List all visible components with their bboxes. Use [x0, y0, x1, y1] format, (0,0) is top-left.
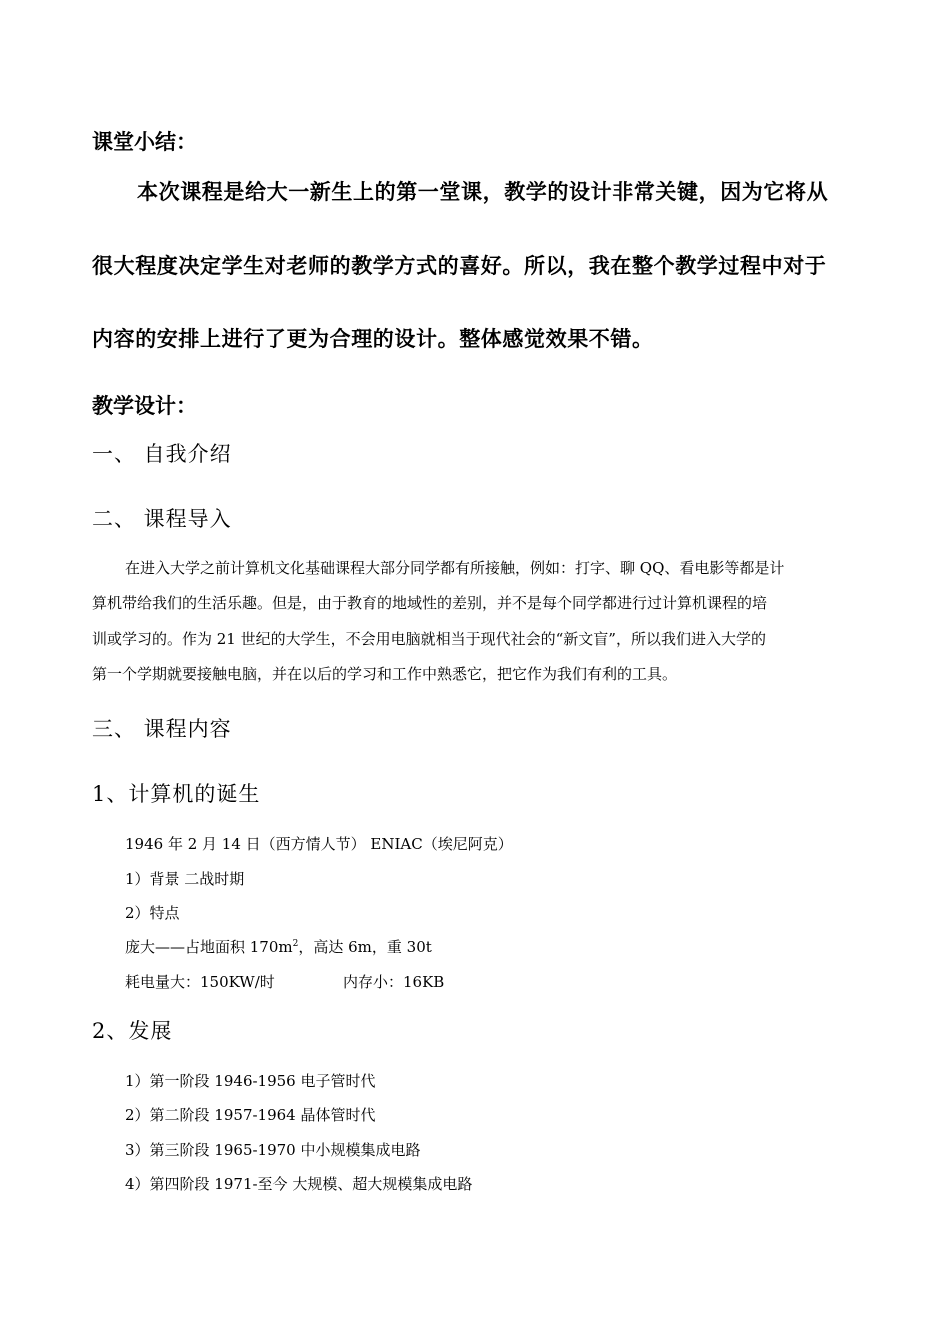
stage-item-3: 3）第三阶段 1965-1970 中小规模集成电路 — [125, 1141, 421, 1159]
summary-line-2: 很大程度决定学生对老师的教学方式的喜好。所以，我在整个教学过程中对于 — [92, 253, 827, 278]
summary-line-1: 本次课程是给大一新生上的第一堂课，教学的设计非常关键，因为它将从 — [137, 179, 829, 204]
memory-line: 内存小：16KB — [343, 973, 445, 991]
summary-line-3: 内容的安排上进行了更为合理的设计。整体感觉效果不错。 — [92, 326, 654, 351]
stage-item-4: 4）第四阶段 1971-至今 大规模、超大规模集成电路 — [125, 1175, 473, 1193]
development-heading: 2、发展 — [92, 1019, 173, 1043]
birth-heading: 1、计算机的诞生 — [92, 782, 261, 806]
summary-heading: 课堂小结： — [92, 130, 197, 154]
eniac-date-line: 1946 年 2 月 14 日（西方情人节） ENIAC（埃尼阿克） — [125, 835, 513, 853]
size-line — [125, 936, 432, 957]
size-text-rest: ，高达 6m，重 30t — [298, 938, 432, 956]
section-course-content: 三、 课程内容 — [92, 717, 232, 741]
features-line: 2）特点 — [125, 904, 180, 922]
power-line: 耗电量大：150KW/时 — [125, 973, 275, 991]
stage-item-1: 1）第一阶段 1946-1956 电子管时代 — [125, 1072, 376, 1090]
section-self-intro: 一、 自我介绍 — [92, 442, 232, 466]
intro-paragraph-line-4: 第一个学期就要接触电脑，并在以后的学习和工作中熟悉它，把它作为我们有利的工具。 — [92, 665, 678, 683]
intro-paragraph-line-1: 在进入大学之前计算机文化基础课程大部分同学都有所接触，例如：打字、聊 QQ、看电影等都是计 — [125, 559, 785, 577]
design-heading: 教学设计： — [92, 394, 197, 418]
intro-paragraph-line-2: 算机带给我们的生活乐趣。但是，由于教育的地域性的差别，并不是每个同学都进行过计算机课程的培 — [92, 594, 768, 612]
background-line: 1）背景 二战时期 — [125, 870, 245, 888]
intro-paragraph-line-3: 训或学习的。作为 21 世纪的大学生，不会用电脑就相当于现代社会的“新文盲”，所以我们进入大学的 — [92, 630, 766, 648]
size-text: 庞大——占地面积 170m — [125, 938, 293, 956]
size-superscript: 2 — [292, 939, 299, 949]
stage-item-2: 2）第二阶段 1957-1964 晶体管时代 — [125, 1106, 376, 1124]
section-course-intro: 二、 课程导入 — [92, 507, 232, 531]
